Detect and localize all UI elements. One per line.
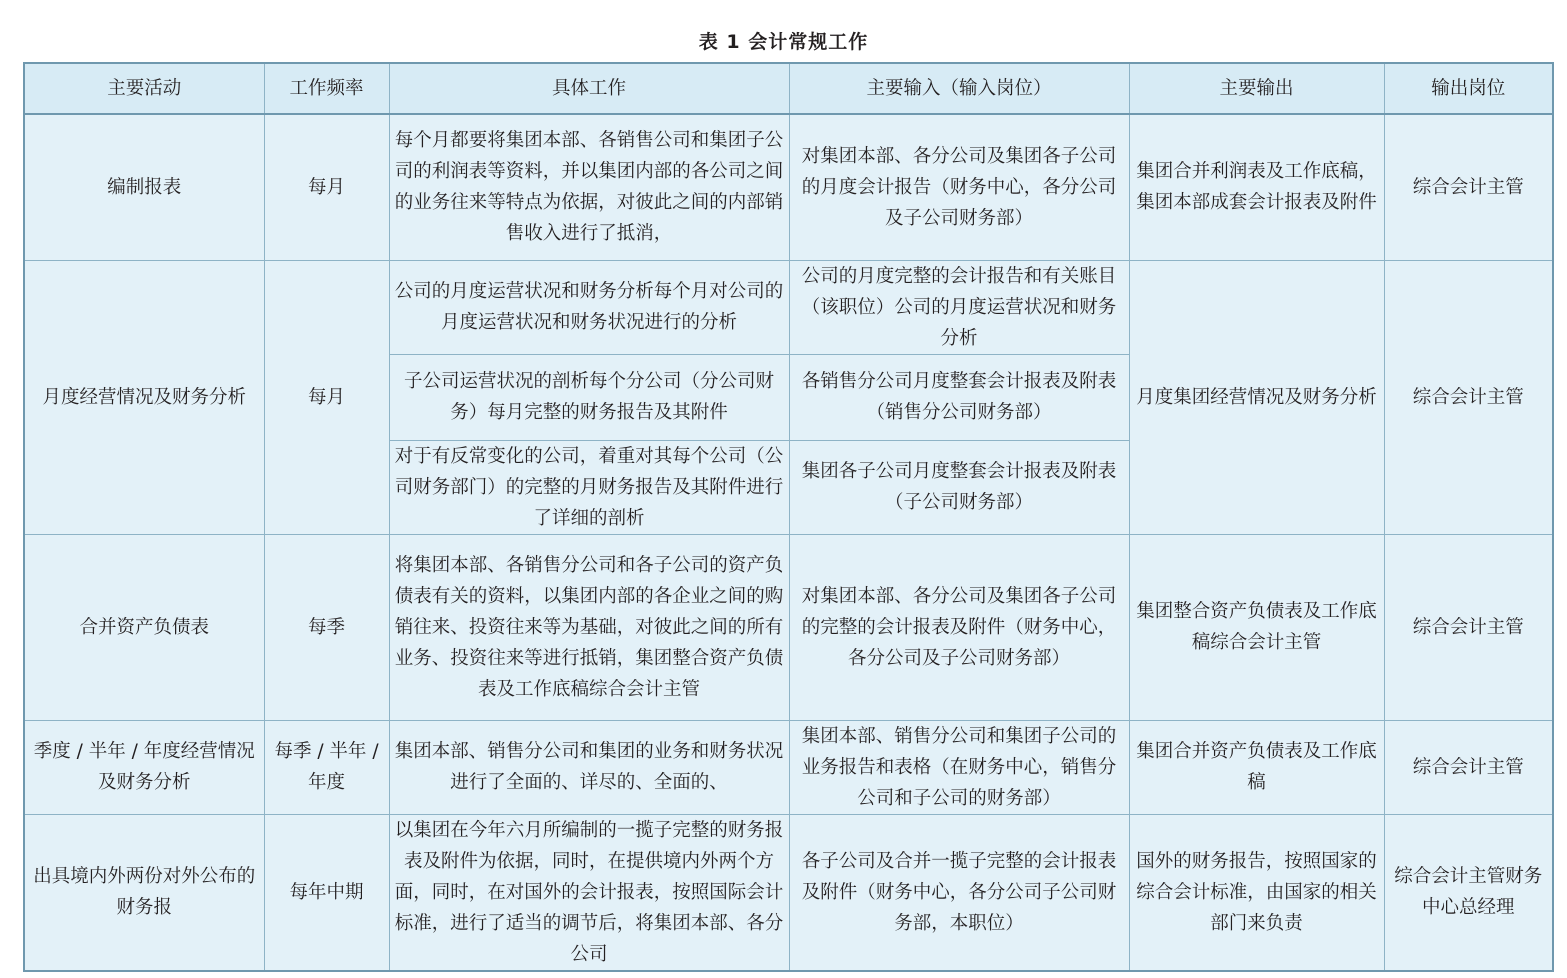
cell-input: 对集团本部、各分公司及集团各子公司的完整的会计报表及附件（财务中心，各分公司及子公司财务部）: [789, 534, 1129, 720]
header-row: [24, 63, 1553, 114]
cell-work: 集团本部、销售分公司和集团的业务和财务状况进行了全面的、详尽的、全面的、: [389, 720, 789, 814]
cell-post: 综合会计主管: [1384, 114, 1553, 260]
cell-activity: 编制报表: [24, 114, 264, 260]
header-input: 主要输入（输入岗位）: [789, 63, 1129, 114]
cell-activity: 出具境内外两份对外公布的财务报: [24, 814, 264, 971]
table-row: [24, 814, 1553, 971]
table-container: [23, 62, 1552, 972]
cell-frequency: 每季: [264, 534, 389, 720]
cell-input: 集团本部、销售分公司和集团子公司的业务报告和表格（在财务中心，销售分公司和子公司的财务部）: [789, 720, 1129, 814]
table-row: [24, 720, 1553, 814]
cell-work: 每个月都要将集团本部、各销售公司和集团子公司的利润表等资料，并以集团内部的各公司之间的业务往来等特点为依据，对彼此之间的内部销售收入进行了抵消，: [389, 114, 789, 260]
cell-post: 综合会计主管财务中心总经理: [1384, 814, 1553, 971]
cell-input: 各子公司及合并一揽子完整的会计报表及附件（财务中心，各分公司子公司财务部，本职位）: [789, 814, 1129, 971]
cell-post: 综合会计主管: [1384, 534, 1553, 720]
table-row: [24, 114, 1553, 260]
cell-post: 综合会计主管: [1384, 260, 1553, 534]
cell-output: 国外的财务报告，按照国家的综合会计标准，由国家的相关部门来负责: [1129, 814, 1384, 971]
cell-frequency: 每年中期: [264, 814, 389, 971]
cell-input: 对集团本部、各分公司及集团各子公司的月度会计报告（财务中心，各分公司及子公司财务部）: [789, 114, 1129, 260]
cell-output: 月度集团经营情况及财务分析: [1129, 260, 1384, 534]
cell-output: 集团合并利润表及工作底稿，集团本部成套会计报表及附件: [1129, 114, 1384, 260]
header-output: 主要输出: [1129, 63, 1384, 114]
cell-output: 集团合并资产负债表及工作底稿: [1129, 720, 1384, 814]
cell-work: 对于有反常变化的公司，着重对其每个公司（公司财务部门）的完整的月财务报告及其附件进行了详细的剖析: [389, 440, 789, 534]
cell-work: 子公司运营状况的剖析每个分公司（分公司财务）每月完整的财务报告及其附件: [389, 354, 789, 440]
cell-activity: 季度 / 半年 / 年度经营情况及财务分析: [24, 720, 264, 814]
header-activity: 主要活动: [24, 63, 264, 114]
table-row: [24, 534, 1553, 720]
cell-post: 综合会计主管: [1384, 720, 1553, 814]
cell-work: 将集团本部、各销售分公司和各子公司的资产负债表有关的资料，以集团内部的各企业之间的购销往来、投资往来等为基础，对彼此之间的所有业务、投资往来等进行抵销，集团整合资产负债表及工作底稿综合会计主管: [389, 534, 789, 720]
header-frequency: 工作频率: [264, 63, 389, 114]
header-work: 具体工作: [389, 63, 789, 114]
table-caption: 表 1 会计常规工作: [698, 31, 869, 53]
cell-input: 集团各子公司月度整套会计报表及附表（子公司财务部）: [789, 440, 1129, 534]
table-row: [24, 260, 1553, 354]
cell-frequency: 每月: [264, 114, 389, 260]
cell-output: 集团整合资产负债表及工作底稿综合会计主管: [1129, 534, 1384, 720]
cell-work: 公司的月度运营状况和财务分析每个月对公司的月度运营状况和财务状况进行的分析: [389, 260, 789, 354]
cell-activity: 月度经营情况及财务分析: [24, 260, 264, 534]
cell-input: 公司的月度完整的会计报告和有关账目（该职位）公司的月度运营状况和财务分析: [789, 260, 1129, 354]
cell-input: 各销售分公司月度整套会计报表及附表（销售分公司财务部）: [789, 354, 1129, 440]
cell-work: 以集团在今年六月所编制的一揽子完整的财务报表及附件为依据，同时，在提供境内外两个方面，同时，在对国外的会计报表，按照国际会计标准，进行了适当的调节后，将集团本部、各分公司: [389, 814, 789, 971]
cell-activity: 合并资产负债表: [24, 534, 264, 720]
header-post: 输出岗位: [1384, 63, 1553, 114]
accounting-routine-table: [23, 62, 1554, 972]
cell-frequency: 每月: [264, 260, 389, 534]
cell-frequency: 每季 / 半年 / 年度: [264, 720, 389, 814]
